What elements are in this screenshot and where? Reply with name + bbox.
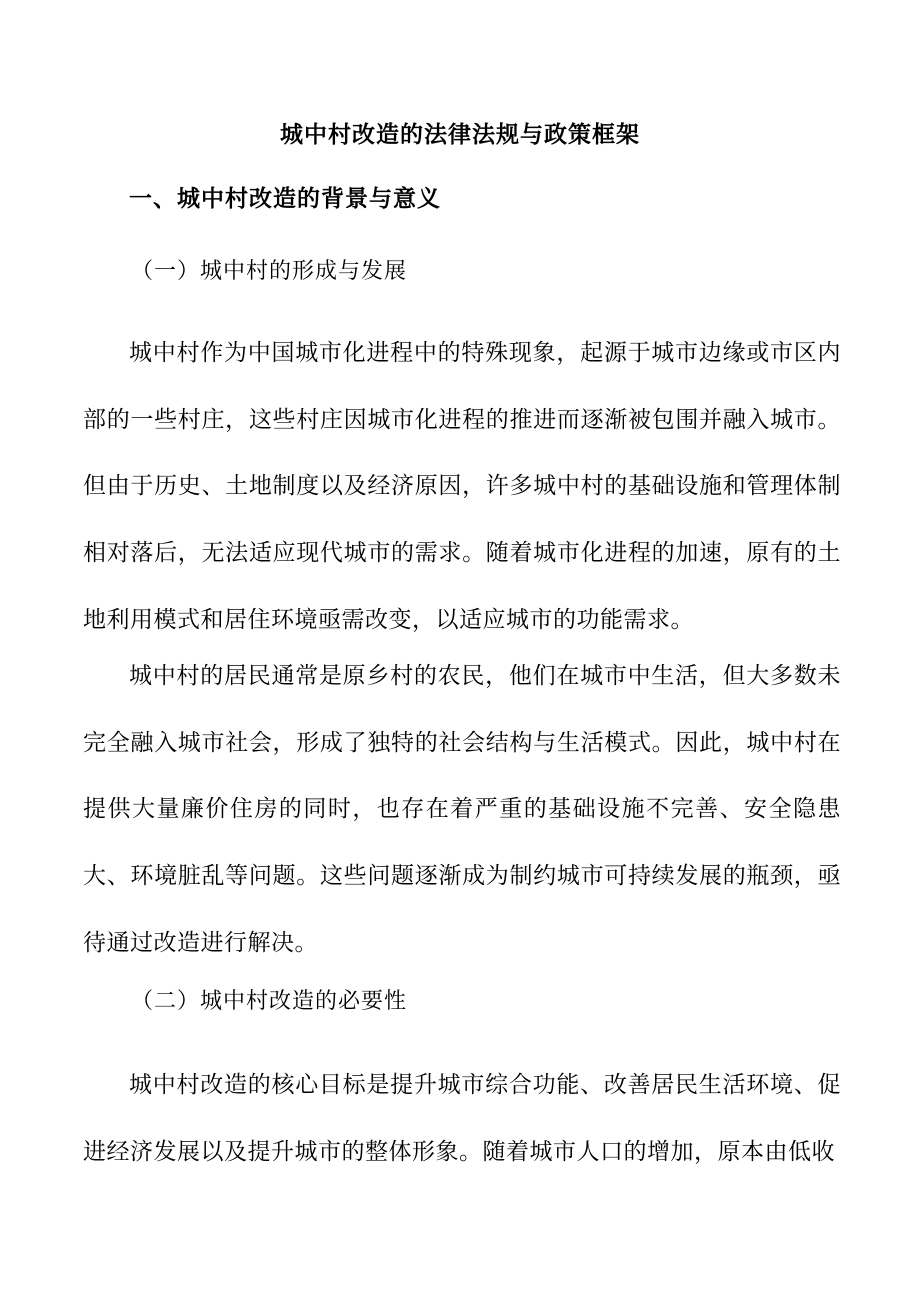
body-paragraph: 城中村作为中国城市化进程中的特殊现象，起源于城市边缘或市区内部的一些村庄，这些村庄因城市化进程的推进而逐渐被包围并融入城市。但由于历史、土地制度以及经济原因，许多城中村的基础设施和管理体制相对落后，无法适应现代城市的需求。随着城市化进程的加速，原有的土地利用模式和居住环境亟需改变，以适应城市的功能需求。: [83, 340, 841, 633]
document-title: 城中村改造的法律法规与政策框架: [280, 121, 640, 148]
body-paragraph: 城中村的居民通常是原乡村的农民，他们在城市中生活，但大多数未完全融入城市社会，形成了独特的社会结构与生活模式。因此，城中村在提供大量廉价住房的同时，也存在着严重的基础设施不完善、安全隐患大、环境脏乱等问题。这些问题逐渐成为制约城市可持续发展的瓶颈，亟待通过改造进行解决。: [83, 663, 841, 956]
subsection-heading: （一）城中村的形成与发展: [131, 259, 408, 284]
body-paragraph: 城中村改造的核心目标是提升城市综合功能、改善居民生活环境、促进经济发展以及提升城市的整体形象。随着城市人口的增加，原本由低收: [83, 1072, 841, 1165]
subsection-heading: （二）城中村改造的必要性: [131, 989, 408, 1014]
section-heading: 一、城中村改造的背景与意义: [129, 185, 441, 212]
